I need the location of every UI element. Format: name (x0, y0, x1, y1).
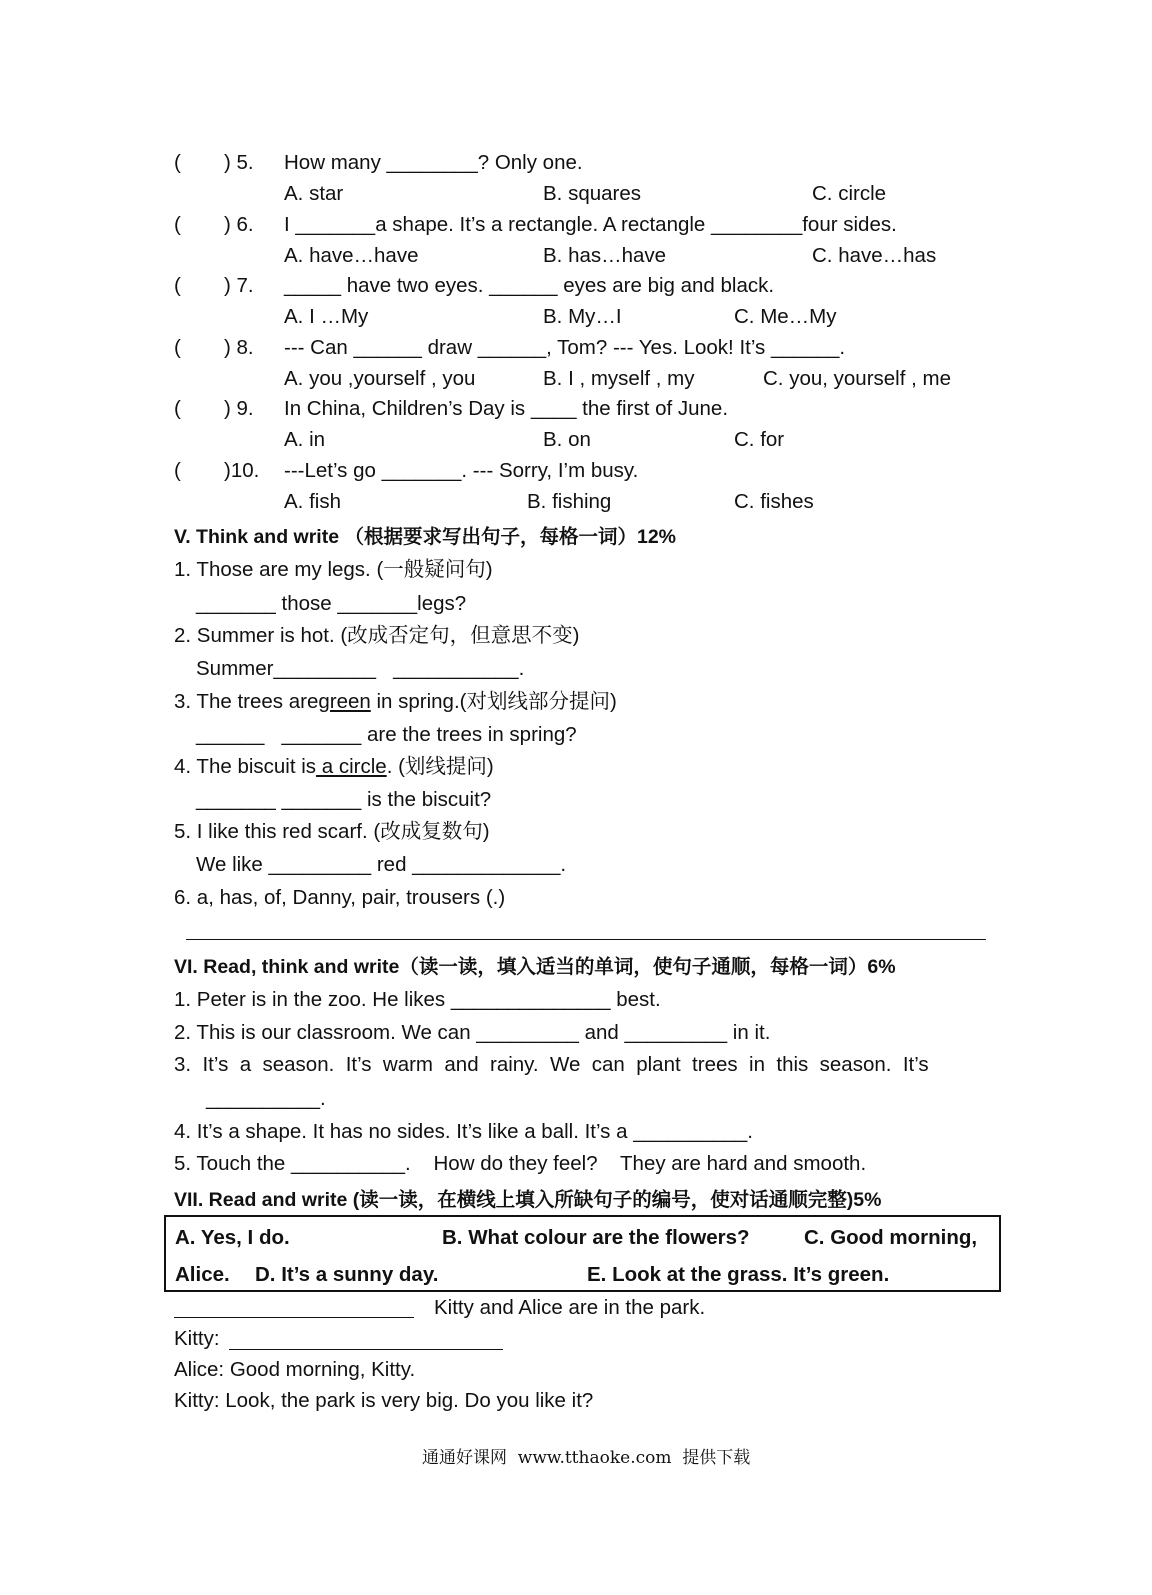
exercise-blank-line: ______ _______ are the trees in spring? (196, 723, 577, 746)
question-stem: In China, Children’s Day is ____ the first of June. (284, 397, 729, 420)
dialogue-line: Kitty and Alice are in the park. (434, 1296, 706, 1319)
option-b: B. has…have (543, 244, 667, 267)
answer-paren: ( (174, 274, 181, 297)
exercise-prompt: 1. Peter is in the zoo. He likes ______________ best. (174, 988, 661, 1011)
section-heading: VII. Read and write (读一读，在横线上填入所缺句子的编号，使对话通顺完整)5% (174, 1189, 882, 1211)
option-a-sentence: A. Yes, I do. (175, 1226, 290, 1249)
exercise-blank-line: We like _________ red _____________. (196, 853, 567, 876)
exercise-prompt: 2. This is our classroom. We can _________ and _________ in it. (174, 1021, 771, 1044)
exercise-blank-line: _______ those _______legs? (196, 592, 467, 615)
option-a: A. in (284, 428, 326, 451)
question-stem: How many ________? Only one. (284, 151, 583, 174)
option-c: C. you, yourself , me (763, 367, 951, 390)
option-e-sentence: E. Look at the grass. It’s green. (587, 1263, 890, 1286)
option-c: C. Me…My (734, 305, 837, 328)
answer-paren: ( (174, 459, 181, 482)
answer-paren: ( (174, 213, 181, 236)
option-c: C. circle (812, 182, 887, 205)
option-a: A. I …My (284, 305, 369, 328)
footer-credit: 通通好课网 www.tthaoke.com 提供下载 (422, 1448, 751, 1468)
question-number: ) 6. (224, 213, 254, 236)
option-b: B. My…I (543, 305, 622, 328)
option-b-sentence: B. What colour are the flowers? (442, 1226, 750, 1249)
exercise-prompt: 6. a, has, of, Danny, pair, trousers (.) (174, 886, 506, 909)
option-c-sentence-continued: Alice. (175, 1263, 230, 1286)
option-c-sentence: C. Good morning, (804, 1226, 978, 1249)
option-d-sentence: D. It’s a sunny day. (255, 1263, 439, 1286)
exercise-prompt: 3. The trees aregreen in spring.(对划线部分提问) (174, 690, 617, 713)
answer-line (186, 939, 986, 940)
question-stem: _____ have two eyes. ______ eyes are big and black. (284, 274, 775, 297)
dialogue-line: Alice: Good morning, Kitty. (174, 1358, 416, 1381)
option-b: B. squares (543, 182, 641, 205)
answer-paren: ( (174, 397, 181, 420)
question-number: ) 5. (224, 151, 254, 174)
question-stem: --- Can ______ draw ______, Tom? --- Yes. Look! It’s ______. (284, 336, 846, 359)
exercise-blank-line: _______ _______ is the biscuit? (196, 788, 492, 811)
option-b: B. fishing (527, 490, 612, 513)
option-a: A. have…have (284, 244, 419, 267)
option-a: A. star (284, 182, 344, 205)
option-c: C. fishes (734, 490, 814, 513)
dialogue-speaker: Kitty: (174, 1327, 220, 1350)
option-c: C. for (734, 428, 785, 451)
answer-paren: ( (174, 151, 181, 174)
answer-line (174, 1317, 414, 1318)
option-c: C. have…has (812, 244, 937, 267)
option-b: B. on (543, 428, 591, 451)
question-number: )10. (224, 459, 260, 482)
option-a: A. fish (284, 490, 341, 513)
exercise-prompt: 4. It’s a shape. It has no sides. It’s like a ball. It’s a __________. (174, 1120, 753, 1143)
question-number: ) 9. (224, 397, 254, 420)
answer-line (229, 1349, 503, 1350)
options-box (164, 1215, 1001, 1292)
dialogue-line: Kitty: Look, the park is very big. Do you like it? (174, 1389, 594, 1412)
question-stem: ---Let’s go _______. --- Sorry, I’m busy. (284, 459, 639, 482)
exercise-prompt: 5. Touch the __________. How do they feel? They are hard and smooth. (174, 1152, 867, 1175)
section-heading: V. Think and write （根据要求写出句子，每格一词）12% (174, 526, 677, 548)
section-heading: VI. Read, think and write（读一读，填入适当的单词，使句子通顺，每格一词）6% (174, 956, 896, 978)
question-number: ) 8. (224, 336, 254, 359)
exercise-prompt: 2. Summer is hot. (改成否定句，但意思不变) (174, 624, 580, 647)
answer-paren: ( (174, 336, 181, 359)
underlined-word: a circle (316, 755, 387, 778)
question-number: ) 7. (224, 274, 254, 297)
exercise-prompt: 4. The biscuit is a circle. (划线提问) (174, 755, 494, 778)
option-a: A. you ,yourself , you (284, 367, 476, 390)
underlined-word: green (318, 690, 371, 713)
question-stem: I _______a shape. It’s a rectangle. A rectangle ________four sides. (284, 213, 897, 236)
exercise-prompt: 1. Those are my legs. (一般疑问句) (174, 558, 493, 581)
exercise-blank-line: __________. (206, 1087, 326, 1110)
exercise-prompt: 3. It’s a season. It’s warm and rainy. We can plant trees in this season. It’s (174, 1053, 929, 1076)
exercise-blank-line: Summer_________ ___________. (196, 657, 525, 680)
exercise-prompt: 5. I like this red scarf. (改成复数句) (174, 820, 490, 843)
option-b: B. I , myself , my (543, 367, 695, 390)
